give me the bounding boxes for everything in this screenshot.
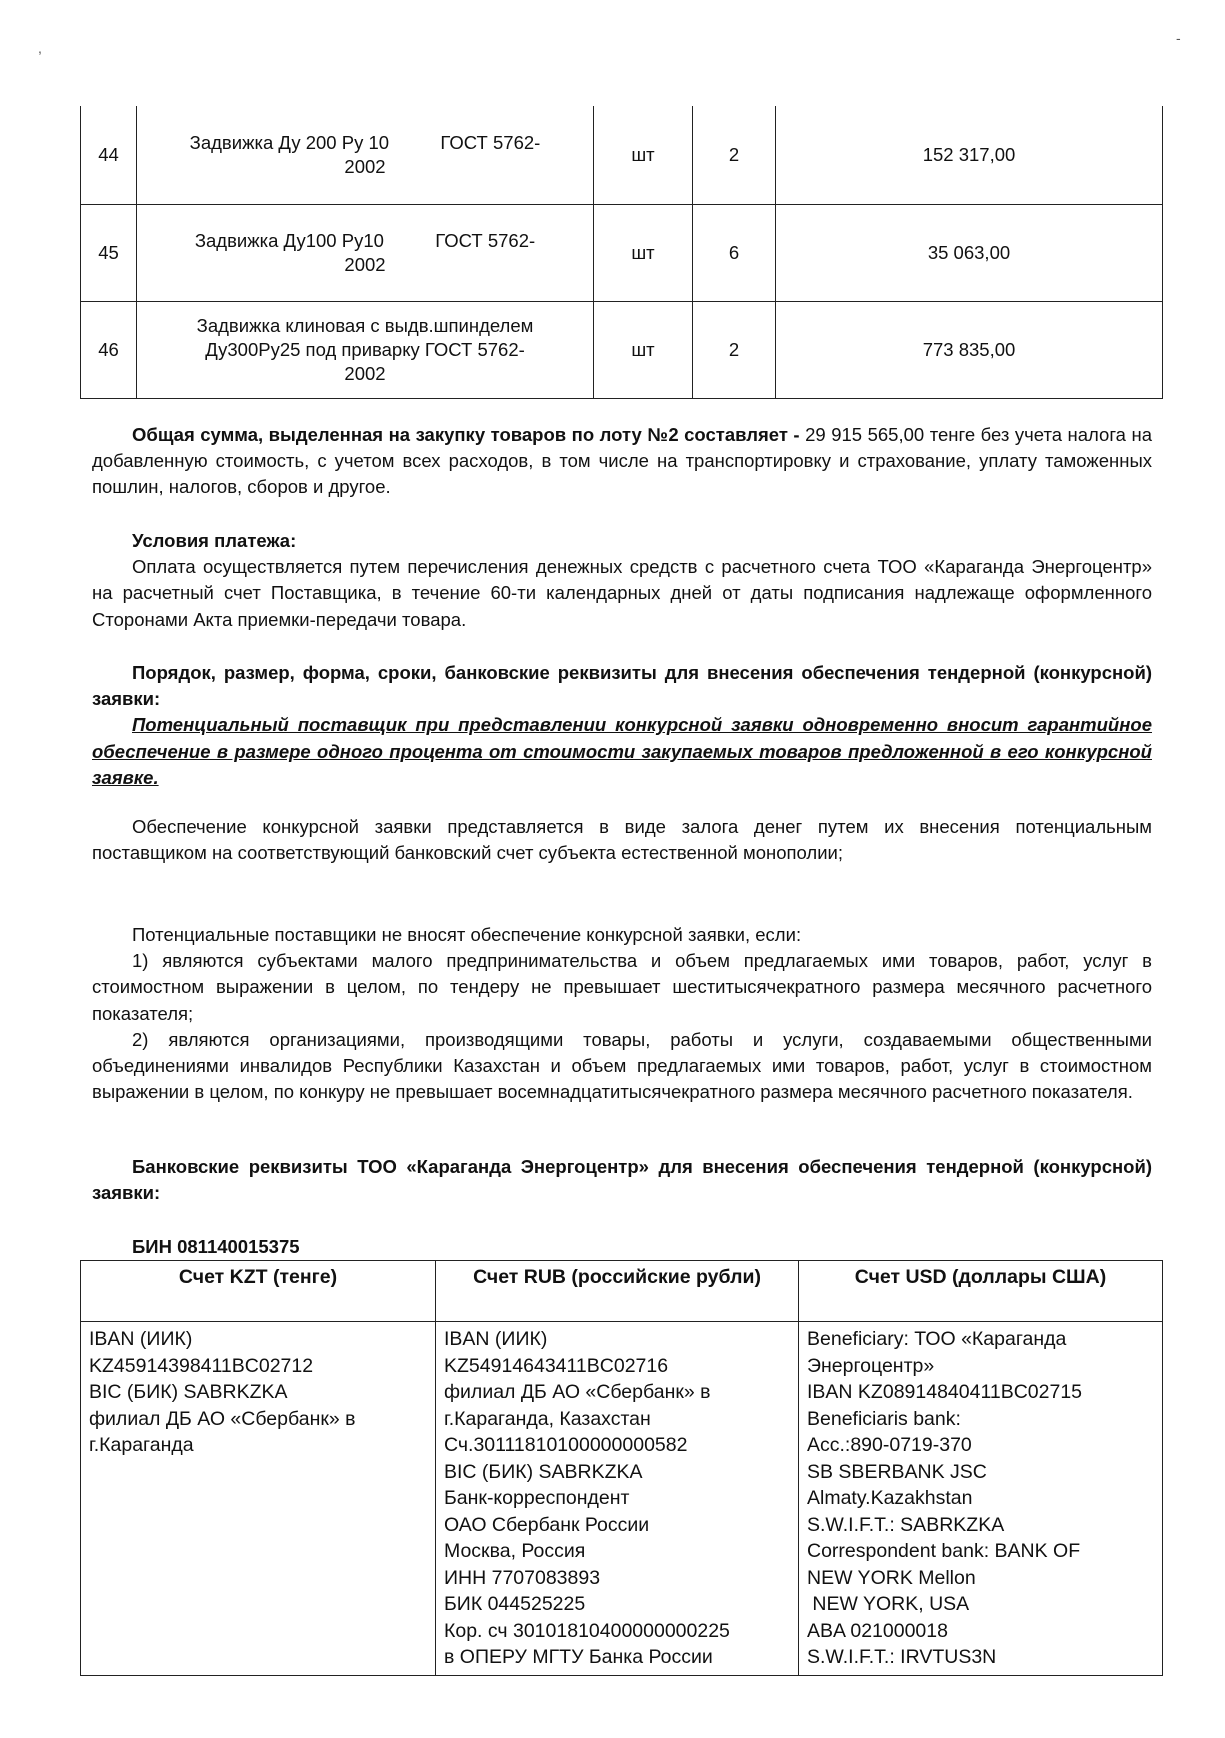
item-number: 46 [81,302,137,399]
rub-line: Банк-корреспондент [444,1487,630,1509]
kzt-column-header: Счет KZT (тенге) [81,1261,436,1322]
rub-line: KZ54914643411BC02716 [444,1354,669,1377]
table-row [81,302,1163,399]
scan-mark: - [1176,30,1181,46]
item-unit: шт [594,302,693,399]
item-qty: 2 [693,302,776,399]
guarantee-form-paragraph [92,814,1152,866]
usd-line: Beneficiary: ТОО «Караганда [807,1328,1067,1350]
kzt-line: BIC (БИК) SABRKZKA [89,1381,288,1403]
total-amount-text: 29 915 565,00 тенге без учета налога на добавленную стоимость, с учетом всех расходов, в том числе на транспортировку и страхование, уплату таможенных пошлин, налогов, сборов и другое. [92,424,1152,498]
usd-line: NEW YORK, USA [807,1593,970,1615]
kzt-line: филиал ДБ АО «Сбербанк» в [89,1407,356,1430]
rub-line: BIC (БИК) SABRKZKA [444,1460,643,1483]
usd-line: Энергоцентр» [807,1354,935,1377]
item-name [137,205,594,302]
bank-details-title: Банковские реквизиты ТОО «Караганда Энергоцентр» для внесения обеспечения тендерной (конкурсной) заявки: [92,1156,1152,1204]
rub-line: Москва, Россия [444,1540,586,1562]
usd-line: SB SBERBANK JSC [807,1460,987,1483]
bank-table-row [81,1322,1163,1676]
scan-mark: , [38,40,42,56]
rub-account-cell [436,1322,799,1676]
item-number: 45 [81,205,137,302]
item-price: 773 835,00 [776,302,1163,399]
rub-line: филиал ДБ АО «Сбербанк» в [444,1381,711,1403]
item-price: 35 063,00 [776,205,1163,302]
exemptions-section [92,922,1152,1105]
item-name-line: 2002 [344,254,386,275]
item-name [137,106,594,205]
item-price: 152 317,00 [776,106,1163,205]
guarantee-order-emphasis: Потенциальный поставщик при представлении конкурсной заявки одновременно вносит гарантийное обеспечение в размере одного процента от стоимости закупаемых товаров предложенной в его конкурсной заявке. [92,714,1152,788]
kzt-line: г.Караганда [89,1434,194,1456]
payment-terms-section [92,528,1152,633]
kzt-line: IBAN (ИИК) [89,1328,193,1350]
items-table [80,106,1163,399]
table-row [81,205,1163,302]
usd-line: ABA 021000018 [807,1619,948,1642]
item-name-line: Ду300Ру25 под приварку ГОСТ 5762- [205,339,525,360]
rub-line: ОАО Сбербанк России [444,1513,650,1536]
kzt-line: KZ45914398411BC02712 [89,1354,314,1377]
payment-terms-text: Оплата осуществляется путем перечисления денежных средств с расчетного счета ТОО «Караганда Энергоцентр» на расчетный счет Поставщика, в течение 60-ти календарных дней от даты подписания надлежаще оформленного Сторонами Акта приемки-передачи товара. [92,556,1152,630]
item-name [137,302,594,399]
usd-column-header: Счет USD (доллары США) [799,1261,1163,1322]
usd-line: S.W.I.F.T.: SABRKZKA [807,1513,1005,1536]
item-unit: шт [594,205,693,302]
bank-table-header-row [81,1261,1163,1322]
exemption-item: 2) являются организациями, производящими товары, работы и услуги, создаваемыми общественными объединениями инвалидов Республики Казахстан и объем предлагаемых ими товаров, работ, услуг в стоимостном выражении в целом, по конкуру не превышает восемнадцатитысячекратного размера месячного расчетного показателя. [92,1028,1152,1103]
usd-line: Correspondent bank: BANK OF [807,1540,1081,1562]
bin-number: БИН 081140015375 [132,1236,300,1257]
payment-terms-title: Условия платежа: [132,530,297,551]
item-name-line: Задвижка клиновая с выдв.шпинделем [196,315,534,336]
usd-line: NEW YORK Mellon [807,1566,976,1589]
item-unit: шт [594,106,693,205]
kzt-account-cell [81,1322,436,1676]
rub-line: в ОПЕРУ МГТУ Банка России [444,1646,713,1668]
rub-line: ИНН 7707083893 [444,1566,601,1589]
usd-line: Beneficiaris bank: [807,1407,961,1430]
rub-column-header: Счет RUB (российские рубли) [436,1261,799,1322]
bank-details-table [80,1260,1163,1676]
rub-line: г.Караганда, Казахстан [444,1407,651,1430]
usd-line: Acc.:890-0719-370 [807,1434,972,1456]
rub-line: Сч.30111810100000000582 [444,1434,688,1456]
item-name-line: Задвижка Ду100 Ру10 ГОСТ 5762- [194,230,536,251]
total-amount-label: Общая сумма, выделенная на закупку товаров по лоту №2 составляет - [132,424,800,445]
item-name-line: Задвижка Ду 200 Ру 10 ГОСТ 5762- [189,132,541,153]
usd-line: Almaty.Kazakhstan [807,1487,973,1509]
bank-details-title-block [92,1154,1152,1206]
rub-line: IBAN (ИИК) [444,1328,548,1350]
item-qty: 2 [693,106,776,205]
rub-line: БИК 044525225 [444,1593,586,1615]
guarantee-form-text: Обеспечение конкурсной заявки представляется в виде залога денег путем их внесения потенциальным поставщиком на соответствующий банковский счет субъекта естественной монополии; [92,816,1152,864]
rub-line: Кор. сч 30101810400000000225 [444,1619,730,1642]
total-amount-paragraph [92,422,1152,501]
item-qty: 6 [693,205,776,302]
exemptions-intro: Потенциальные поставщики не вносят обеспечение конкурсной заявки, если: [132,924,802,945]
guarantee-order-title: Порядок, размер, форма, сроки, банковские реквизиты для внесения обеспечения тендерной (конкурсной) заявки: [92,662,1152,710]
usd-account-cell [799,1322,1163,1676]
exemption-item: 1) являются субъектами малого предпринимательства и объем предлагаемых ими товаров, работ, услуг в стоимостном выражении в целом, по тендеру не превышает шеститысячекратного размера месячного расчетного показателя; [92,950,1152,1024]
usd-line: S.W.I.F.T.: IRVTUS3N [807,1646,997,1668]
item-number: 44 [81,106,137,205]
table-row [81,106,1163,205]
item-name-line: 2002 [344,363,386,384]
usd-line: IBAN KZ08914840411BC02715 [807,1381,1083,1403]
item-name-line: 2002 [344,156,386,177]
guarantee-order-section [92,660,1152,791]
